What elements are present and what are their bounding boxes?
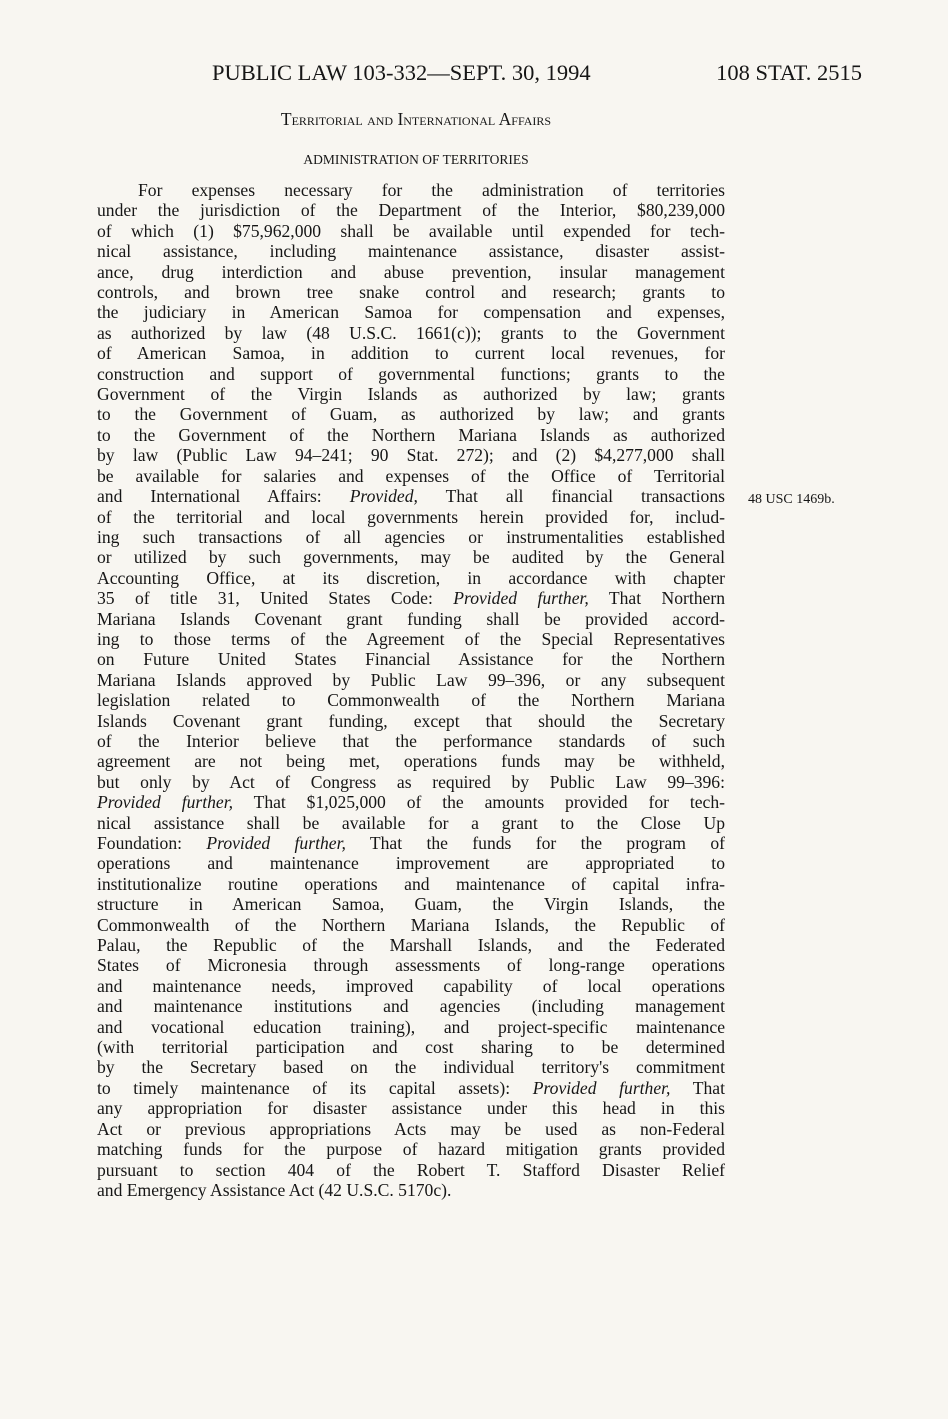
text-line (97, 200, 725, 220)
text-line (97, 466, 725, 486)
text-line (97, 853, 725, 873)
text-line (97, 955, 725, 975)
text-segment: and maintenance needs, improved capability of local operations (97, 975, 725, 996)
text-segment: For expenses necessary for the administration of territories (138, 180, 725, 200)
text-line (97, 874, 725, 894)
text-segment: That $1,025,000 of the amounts provided for tech- (233, 792, 725, 813)
text-segment: ance, drug interdiction and abuse prevention, insular management (97, 261, 725, 282)
proviso-phrase: Provided further, (97, 792, 234, 813)
text-line (97, 343, 725, 363)
text-line (97, 282, 725, 302)
text-line (97, 384, 725, 404)
text-line (97, 1098, 725, 1118)
text-line (97, 547, 725, 567)
text-line (97, 894, 725, 914)
text-line (97, 221, 725, 241)
text-line (97, 833, 725, 853)
text-line (97, 1180, 725, 1200)
text-segment: of the Interior believe that the performance standards of such (97, 730, 725, 751)
text-line (97, 486, 725, 506)
text-segment: Government of the Virgin Islands as authorized by law; grants (97, 384, 725, 405)
text-line (97, 180, 725, 200)
text-segment: but only by Act of Congress as required by Public Law 99–396: (97, 771, 725, 792)
text-line (97, 751, 725, 771)
text-segment: nical assistance shall be available for a grant to the Close Up (97, 812, 725, 833)
proviso-phrase: Provided further, (453, 588, 589, 609)
text-line (97, 731, 725, 751)
text-segment: on Future United States Financial Assistance for the Northern (97, 649, 725, 670)
text-line (97, 1160, 725, 1180)
title-heading: Territorial and International Affairs (280, 109, 552, 129)
text-segment: Palau, the Republic of the Marshall Islands, and the Federated (97, 935, 725, 956)
text-segment: pursuant to section 404 of the Robert T. Stafford Disaster Relief (97, 1159, 725, 1180)
text-segment: institutionalize routine operations and maintenance of capital infra- (97, 873, 725, 894)
text-segment: That all financial transactions (417, 486, 725, 507)
text-line (97, 1057, 725, 1077)
text-segment: by law (Public Law 94–241; 90 Stat. 272); and (2) $4,277,000 shall (97, 445, 725, 466)
text-segment: and vocational education training), and project-specific maintenance (97, 1016, 725, 1037)
text-segment: States of Micronesia through assessments of long-range operations (97, 955, 725, 976)
text-line (97, 670, 725, 690)
text-segment: or utilized by such governments, may be audited by the General (97, 547, 725, 568)
proviso-phrase: Provided, (349, 486, 418, 507)
text-line (97, 527, 725, 547)
text-segment: Accounting Office, at its discretion, in accordance with chapter (97, 567, 725, 588)
text-line (97, 915, 725, 935)
text-line (97, 711, 725, 731)
text-line (97, 302, 725, 322)
text-segment: Act or previous appropriations Acts may be used as non-Federal (97, 1118, 725, 1139)
text-segment: of the territorial and local governments herein provided for, includ- (97, 506, 725, 527)
text-segment: That Northern (588, 588, 726, 609)
text-segment: and Emergency Assistance Act (42 U.S.C. 5170c). (97, 1179, 452, 1200)
proviso-phrase: Provided further, (532, 1077, 671, 1098)
text-line (97, 976, 725, 996)
text-segment: structure in American Samoa, Guam, the Virgin Islands, the (97, 894, 725, 915)
text-segment: Islands Covenant grant funding, except that should the Secretary (97, 710, 725, 731)
text-segment: operations and maintenance improvement are appropriated to (97, 853, 725, 874)
text-segment: (with territorial participation and cost sharing to be determined (97, 1037, 725, 1058)
text-line (97, 609, 725, 629)
text-line (97, 445, 725, 465)
body-paragraph (97, 180, 725, 1200)
text-segment: be available for salaries and expenses of the Office of Territorial (97, 465, 725, 486)
text-line (97, 404, 725, 424)
running-head (0, 60, 948, 94)
text-segment: the judiciary in American Samoa for compensation and expenses, (97, 302, 725, 323)
text-line (97, 935, 725, 955)
text-segment: controls, and brown tree snake control and research; grants to (97, 282, 725, 303)
text-line (97, 568, 725, 588)
text-segment: legislation related to Commonwealth of the Northern Mariana (97, 690, 725, 711)
text-segment: and International Affairs: (97, 486, 350, 507)
text-line (97, 1139, 725, 1159)
text-segment: under the jurisdiction of the Department of the Interior, $80,239,000 (97, 200, 725, 221)
text-segment: by the Secretary based on the individual territory's commitment (97, 1057, 725, 1078)
text-line (97, 364, 725, 384)
text-segment: ing to those terms of the Agreement of the Special Representatives (97, 628, 725, 649)
text-segment: and maintenance institutions and agencies (including management (97, 996, 725, 1017)
text-segment: ing such transactions of all agencies or instrumentalities established (97, 526, 725, 547)
text-segment: 35 of title 31, United States Code: (97, 588, 454, 609)
proviso-phrase: Provided further, (206, 833, 346, 853)
text-line (97, 996, 725, 1016)
text-line (97, 772, 725, 792)
text-segment: Foundation: (97, 833, 207, 853)
text-segment: as authorized by law (48 U.S.C. 1661(c)); grants to the Government (97, 322, 725, 343)
text-segment: That (670, 1077, 725, 1098)
text-line (97, 425, 725, 445)
text-line (97, 629, 725, 649)
statute-page-number: 108 STAT. 2515 (716, 60, 862, 85)
text-segment: nical assistance, including maintenance assistance, disaster assist- (97, 241, 725, 262)
text-segment: Mariana Islands Covenant grant funding shall be provided accord- (97, 608, 725, 629)
text-segment: to the Government of Guam, as authorized by law; and grants (97, 404, 725, 425)
text-segment: of American Samoa, in addition to current local revenues, for (97, 343, 725, 364)
text-line (97, 507, 725, 527)
margin-citation: 48 USC 1469b. (748, 492, 835, 507)
text-line (97, 1017, 725, 1037)
text-line (97, 1037, 725, 1057)
text-line (97, 262, 725, 282)
text-segment: of which (1) $75,962,000 shall be available until expended for tech- (97, 220, 725, 241)
text-line (97, 588, 725, 608)
text-segment: any appropriation for disaster assistance under this head in this (97, 1098, 725, 1119)
text-segment: Commonwealth of the Northern Mariana Islands, the Republic of (97, 914, 725, 935)
text-segment: That the funds for the program of (345, 833, 725, 853)
text-line (97, 241, 725, 261)
text-line (97, 323, 725, 343)
text-segment: construction and support of governmental functions; grants to the (97, 363, 725, 384)
text-line (97, 813, 725, 833)
law-citation: PUBLIC LAW 103-332—SEPT. 30, 1994 (212, 60, 591, 85)
text-line (97, 1078, 725, 1098)
text-line (97, 1119, 725, 1139)
text-line (97, 792, 725, 812)
text-line (97, 690, 725, 710)
text-segment: matching funds for the purpose of hazard mitigation grants provided (97, 1139, 725, 1160)
text-segment: Mariana Islands approved by Public Law 99–396, or any subsequent (97, 669, 725, 690)
text-segment: to the Government of the Northern Mariana Islands as authorized (97, 424, 725, 445)
text-segment: to timely maintenance of its capital assets): (97, 1077, 533, 1098)
section-subheading: ADMINISTRATION OF TERRITORIES (303, 152, 529, 167)
text-segment: agreement are not being met, operations funds may be withheld, (97, 751, 725, 772)
text-line (97, 649, 725, 669)
